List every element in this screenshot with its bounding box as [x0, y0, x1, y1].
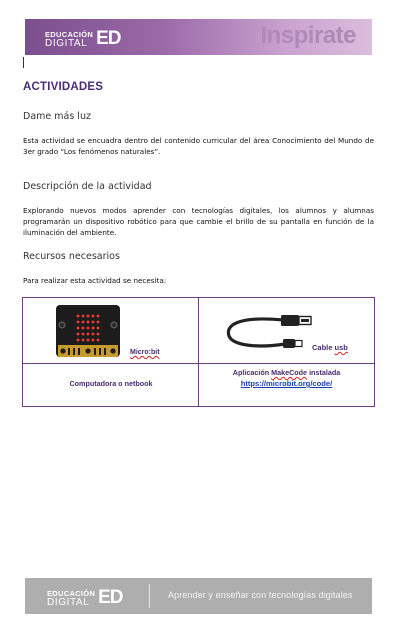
app-label-word3: instalada	[309, 368, 341, 377]
cable-label-word1: Cable	[312, 343, 333, 352]
activity-name: Dame más luz	[23, 111, 91, 122]
resources-intro: Para realizar esta actividad se necesita:	[23, 276, 167, 285]
computer-label: Computadora o netbook	[69, 379, 153, 388]
makecode-link[interactable]: https://microbit.org/code/	[240, 379, 333, 388]
brand-mark: ED	[96, 28, 121, 49]
brand-line2: DIGITAL	[45, 37, 88, 49]
usb-cable-icon	[223, 310, 315, 352]
description-paragraph: Explorando nuevos modos aprender con tecnologías digitales, los alumnos y alumnas programarán un dispositivo robótico para que cambie el brillo de su pantalla en función de la iluminación del ambiente.	[23, 206, 374, 237]
footer-divider	[149, 584, 150, 608]
brand-line1: EDUCACIÓN	[45, 29, 94, 39]
footer-banner	[25, 578, 372, 614]
app-label	[199, 368, 374, 377]
cable-label-word2: usb	[334, 343, 348, 352]
intro-paragraph: Esta actividad se encuadra dentro del contenido curricular del área Conocimiento del Mundo de 3er grado “Los fenómenos naturales”.	[23, 136, 374, 156]
cable-cell	[199, 298, 374, 364]
app-label-word1: Aplicación	[232, 368, 270, 377]
brand-logo	[45, 28, 121, 50]
cable-label	[312, 343, 348, 352]
resources-table	[22, 297, 375, 407]
app-cell	[199, 364, 374, 406]
header-banner	[25, 19, 372, 55]
footer-brand-line2: DIGITAL	[47, 596, 90, 608]
microbit-board-icon	[56, 305, 120, 357]
resources-heading: Recursos necesarios	[23, 251, 120, 262]
computer-cell	[23, 364, 199, 406]
text-cursor	[23, 57, 24, 68]
description-heading: Descripción de la actividad	[23, 181, 152, 192]
section-title: ACTIVIDADES	[23, 81, 104, 93]
microbit-cell	[23, 298, 199, 364]
footer-brand-logo	[47, 587, 123, 609]
header-tagline: Inspirate	[260, 22, 356, 49]
microbit-label: Micro:bit	[130, 349, 160, 356]
app-label-word2: MakeCode	[271, 368, 308, 377]
footer-brand-mark: ED	[98, 587, 123, 608]
footer-brand-line1: EDUCACIÓN	[47, 588, 96, 598]
footer-tagline: Aprender y enseñar con tecnologías digitales	[168, 590, 353, 600]
